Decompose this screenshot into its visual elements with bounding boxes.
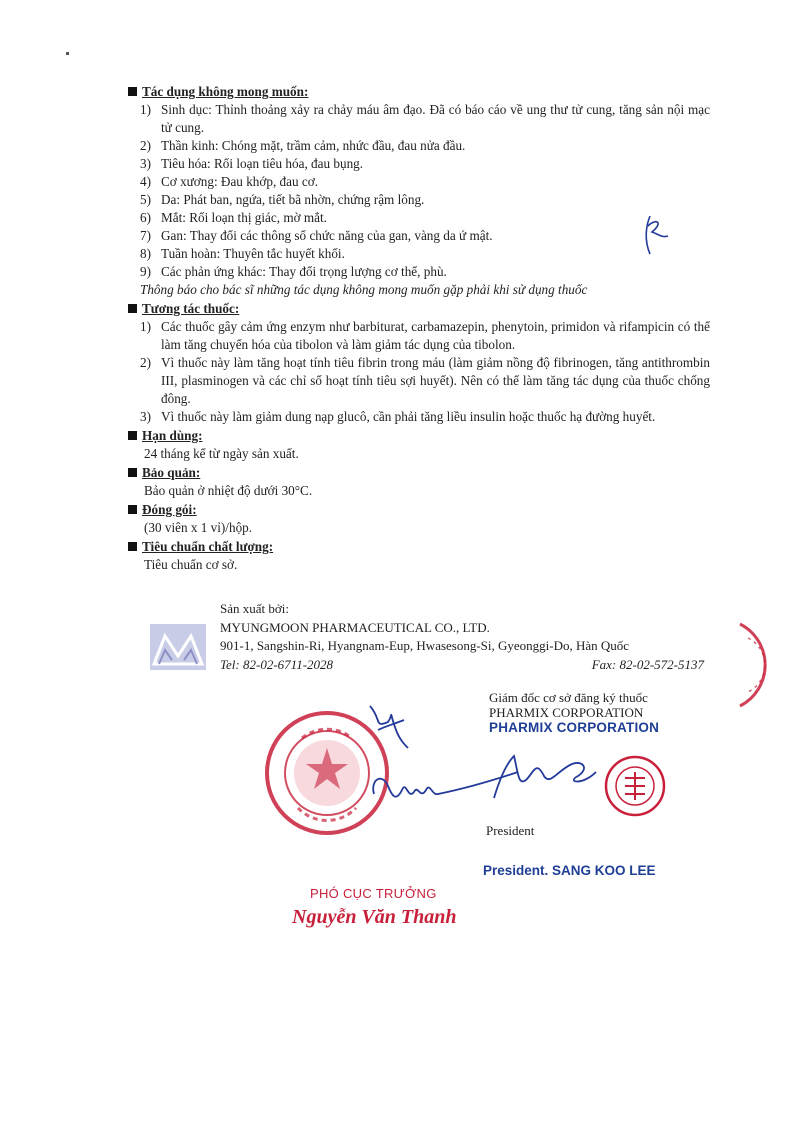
registrant-block [489, 690, 659, 735]
interactions-list [128, 318, 710, 426]
bullet-square-icon [128, 505, 137, 514]
registrant-company-stamp: PHARMIX CORPORATION [489, 720, 660, 735]
section-heading-side-effects: Tác dụng không mong muốn: [128, 83, 710, 101]
list-item: 3) Vì thuốc này làm giảm dung nạp glucô, cần phải tăng liều insulin hoặc thuốc hạ đường huyết. [140, 409, 656, 424]
side-effects-list [128, 101, 710, 281]
list-item: 8) Tuần hoàn: Thuyên tắc huyết khối. [140, 246, 345, 261]
shelf-life-text: 24 tháng kể từ ngày sản xuất. [144, 446, 299, 461]
bullet-square-icon [128, 87, 137, 96]
section-heading-packaging: Đóng gói: [128, 501, 710, 519]
list-item: 2) Vì thuốc này làm tăng hoạt tính tiêu fibrin trong máu (làm giảm nồng độ fibrinogen, tăng antithrombin III, plasminogen và các chỉ số hoạt tính tiêu sợi huyết). Nên có thể làm tăng tác dụng của thuốc chống đông. [140, 355, 710, 406]
company-seal-icon [603, 752, 667, 820]
list-item: 5) Da: Phát ban, ngứa, tiết bã nhờn, chứng rậm lông. [140, 192, 425, 207]
manufacturer-label: Sản xuất bởi: [220, 601, 289, 616]
list-item: 1) Các thuốc gây cảm ứng enzym như barbiturat, carbamazepin, phenytoin, primidon và rifampicin có thể làm tăng chuyển hóa của tibolon và làm giảm tác dụng của tibolon. [140, 319, 710, 352]
edge-stamp-icon [734, 620, 799, 710]
side-effects-note: Thông báo cho bác sĩ những tác dụng không mong muốn gặp phải khi sử dụng thuốc [140, 282, 588, 297]
bullet-square-icon [128, 304, 137, 313]
registrant-title: Giám đốc cơ sở đăng ký thuốc [489, 690, 648, 705]
section-heading-storage: Bảo quản: [128, 464, 710, 482]
registrant-company: PHARMIX CORPORATION [489, 705, 644, 720]
leaflet-body [128, 82, 710, 574]
bullet-square-icon [128, 542, 137, 551]
manufacturer-tel: Tel: 82-02-6711-2028 [220, 656, 334, 672]
signature-icon [368, 742, 608, 822]
manufacturer-logo [150, 624, 206, 670]
registrant-signer: President. SANG KOO LEE [483, 863, 656, 878]
list-item: 9) Các phản ứng khác: Thay đổi trọng lượng cơ thể, phù. [140, 264, 447, 279]
list-item: 3) Tiêu hóa: Rối loạn tiêu hóa, đau bụng. [140, 156, 364, 171]
section-heading-interactions: Tương tác thuốc: [128, 300, 710, 318]
manufacturer-contact [220, 656, 704, 675]
section-heading-quality: Tiêu chuẩn chất lượng: [128, 538, 710, 556]
registrant-role: President [486, 823, 535, 838]
bullet-square-icon [128, 431, 137, 440]
manufacturer-fax: Fax: 82-02-572-5137 [591, 656, 704, 672]
section-heading-shelf-life: Hạn dùng: [128, 427, 710, 445]
approver-title: PHÓ CỤC TRƯỞNG [310, 886, 437, 901]
initial-mark-icon [636, 212, 670, 258]
list-item: 4) Cơ xương: Đau khớp, đau cơ. [140, 174, 319, 189]
list-item: 1) Sinh dục: Thỉnh thoảng xảy ra chảy máu âm đạo. Đã có báo cáo về ung thư tử cung, tăng sản nội mạc tử cung. [140, 102, 710, 135]
list-item: 2) Thần kinh: Chóng mặt, trầm cảm, nhức đầu, đau nửa đầu. [140, 138, 466, 153]
list-item: 6) Mắt: Rối loạn thị giác, mờ mắt. [140, 210, 327, 225]
approver-name: Nguyễn Văn Thanh [292, 906, 457, 928]
storage-text: Bảo quản ở nhiệt độ dưới 30°C. [144, 483, 313, 498]
list-item: 7) Gan: Thay đổi các thông số chức năng của gan, vàng da ứ mật. [140, 228, 493, 243]
manufacturer-name: MYUNGMOON PHARMACEUTICAL CO., LTD. [220, 619, 490, 635]
manufacturer-address: 901-1, Sangshin-Ri, Hyangnam-Eup, Hwasesong-Si, Gyeonggi-Do, Hàn Quốc [220, 638, 630, 653]
scan-speck [66, 52, 69, 55]
quality-text: Tiêu chuẩn cơ sở. [144, 557, 238, 572]
bullet-square-icon [128, 468, 137, 477]
packaging-text: (30 viên x 1 vỉ)/hộp. [144, 520, 253, 535]
manufacturer-block [220, 600, 704, 674]
